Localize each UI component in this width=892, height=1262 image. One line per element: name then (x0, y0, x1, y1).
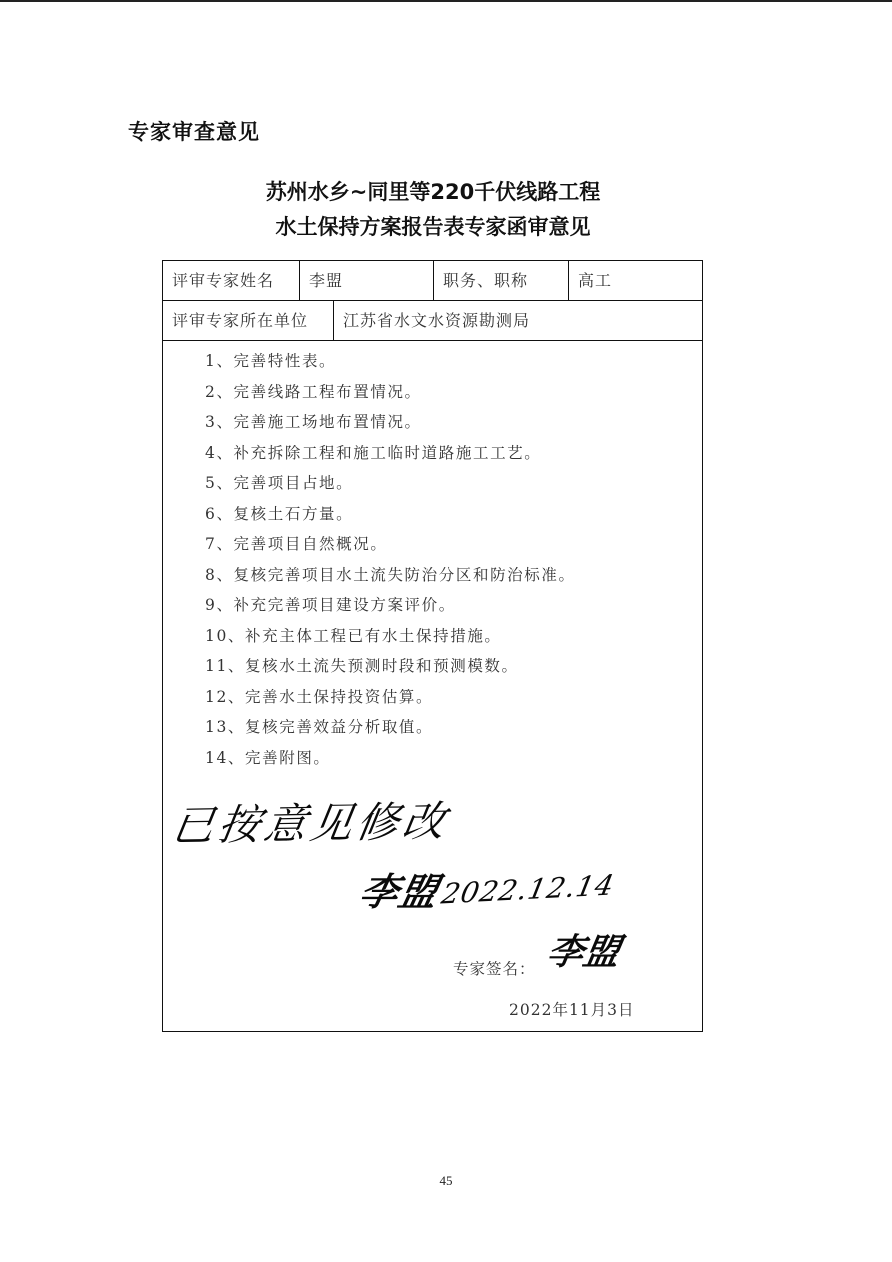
opinion-item: 8、复核完善项目水土流失防治分区和防治标准。 (205, 565, 576, 584)
opinion-item: 4、补充拆除工程和施工临时道路施工工艺。 (205, 443, 542, 462)
section-title: 专家审查意见 (128, 120, 260, 144)
form-row-unit (163, 301, 702, 341)
opinion-item: 11、复核水土流失预测时段和预测模数。 (205, 657, 519, 675)
signature-label: 专家签名： (453, 960, 536, 978)
unit-value: 江苏省水文水资源勘测局 (343, 311, 531, 330)
opinion-item: 7、完善项目自然概况。 (205, 535, 388, 553)
expert-signature: 李盟 (543, 931, 624, 973)
handwritten-date: 2022.12.14 (438, 868, 618, 911)
document-title-line-2: 水土保持方案报告表专家函审意见 (275, 215, 591, 239)
document-title-line-1: 苏州水乡~同里等220千伏线路工程 (265, 180, 601, 204)
opinion-item: 12、完善水土保持投资估算。 (205, 687, 434, 706)
opinion-item: 1、完善特性表。 (205, 352, 337, 370)
unit-label: 评审专家所在单位 (172, 311, 309, 330)
opinion-item: 3、完善施工场地布置情况。 (205, 413, 422, 431)
expert-name-value: 李盟 (309, 271, 344, 290)
form-row-expert-info (163, 261, 702, 301)
opinion-item: 14、完善附图。 (205, 748, 331, 767)
position-label: 职务、职称 (443, 271, 529, 290)
handwritten-signature: 李盟 (355, 869, 444, 914)
opinion-item: 2、完善线路工程布置情况。 (205, 382, 422, 401)
page-top-border (0, 0, 892, 2)
sign-date: 2022年11月3日 (509, 1001, 635, 1019)
opinion-item: 13、复核完善效益分析取值。 (205, 718, 434, 736)
handwritten-remark: 已按意见修改 (168, 796, 453, 851)
review-opinion-form (162, 260, 703, 1032)
expert-name-label: 评审专家姓名 (172, 271, 275, 290)
opinion-item: 5、完善项目占地。 (205, 474, 354, 492)
opinion-item: 6、复核土石方量。 (205, 504, 354, 523)
page-number: 45 (439, 1173, 453, 1188)
position-value: 高工 (578, 271, 613, 290)
opinion-item: 9、补充完善项目建设方案评价。 (205, 596, 456, 614)
opinion-item: 10、补充主体工程已有水土保持措施。 (205, 626, 502, 645)
